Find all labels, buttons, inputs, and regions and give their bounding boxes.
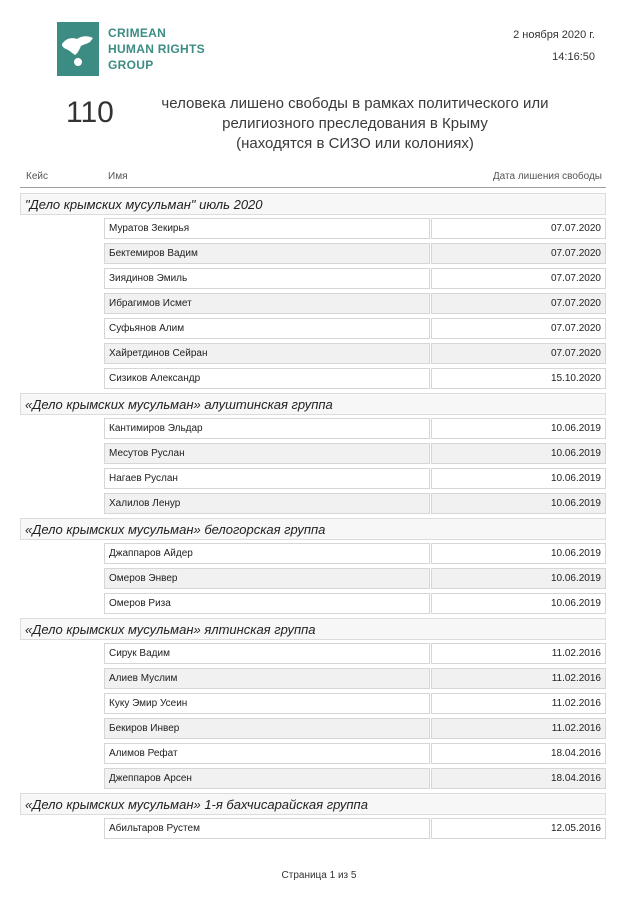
summary-line-3: (находятся в СИЗО или колониях) bbox=[236, 135, 474, 152]
person-name: Сизиков Александр bbox=[104, 368, 430, 389]
case-group-title: «Дело крымских мусульман» ялтинская группа bbox=[20, 618, 606, 640]
person-name: Куку Эмир Усеин bbox=[104, 693, 430, 714]
report-meta bbox=[513, 24, 595, 68]
person-name: Бекиров Инвер bbox=[104, 718, 430, 739]
summary-line-1: человека лишено свободы в рамках политического или bbox=[161, 95, 549, 112]
person-name: Джаппаров Айдер bbox=[104, 543, 430, 564]
case-group-title: «Дело крымских мусульман» алуштинская группа bbox=[20, 393, 606, 415]
table-row bbox=[20, 816, 606, 841]
person-name: Омеров Риза bbox=[104, 593, 430, 614]
detention-date: 10.06.2019 bbox=[431, 443, 606, 464]
person-name: Джеппаров Арсен bbox=[104, 768, 430, 789]
detention-date: 18.04.2016 bbox=[431, 768, 606, 789]
table-row bbox=[20, 641, 606, 666]
detention-date: 15.10.2020 bbox=[431, 368, 606, 389]
table-row bbox=[20, 291, 606, 316]
table-row bbox=[20, 441, 606, 466]
detention-date: 07.07.2020 bbox=[431, 343, 606, 364]
detention-date: 10.06.2019 bbox=[431, 493, 606, 514]
detention-date: 11.02.2016 bbox=[431, 693, 606, 714]
case-group-title: "Дело крымских мусульман" июль 2020 bbox=[20, 193, 606, 215]
person-name: Нагаев Руслан bbox=[104, 468, 430, 489]
table-header bbox=[20, 165, 606, 188]
report-time: 14:16:50 bbox=[552, 51, 595, 63]
table-row bbox=[20, 366, 606, 391]
person-name: Омеров Энвер bbox=[104, 568, 430, 589]
person-name: Абильтаров Рустем bbox=[104, 818, 430, 839]
table-row bbox=[20, 566, 606, 591]
detention-date: 12.05.2016 bbox=[431, 818, 606, 839]
column-date: Дата лишения свободы bbox=[492, 171, 602, 182]
logo-line-2: HUMAN RIGHTS bbox=[108, 42, 205, 56]
summary-text bbox=[140, 94, 570, 154]
detention-date: 11.02.2016 bbox=[431, 668, 606, 689]
detention-date: 11.02.2016 bbox=[431, 643, 606, 664]
table-row bbox=[20, 716, 606, 741]
person-name: Муратов Зекирья bbox=[104, 218, 430, 239]
detention-date: 10.06.2019 bbox=[431, 418, 606, 439]
logo-line-1: CRIMEAN bbox=[108, 26, 167, 40]
table-row bbox=[20, 766, 606, 791]
table-row bbox=[20, 741, 606, 766]
summary-line-2: религиозного преследования в Крыму bbox=[222, 115, 488, 132]
report-date: 2 ноября 2020 г. bbox=[513, 29, 595, 41]
table-row bbox=[20, 216, 606, 241]
person-name: Хайретдинов Сейран bbox=[104, 343, 430, 364]
page-number: Страница 1 из 5 bbox=[281, 870, 357, 881]
table-row bbox=[20, 466, 606, 491]
person-name: Месутов Руслан bbox=[104, 443, 430, 464]
table-row bbox=[20, 491, 606, 516]
detention-date: 07.07.2020 bbox=[431, 318, 606, 339]
detention-date: 11.02.2016 bbox=[431, 718, 606, 739]
person-name: Кантимиров Эльдар bbox=[104, 418, 430, 439]
organization-logo bbox=[57, 22, 205, 76]
table-row bbox=[20, 666, 606, 691]
column-name: Имя bbox=[108, 171, 128, 182]
table-row bbox=[20, 691, 606, 716]
detention-date: 07.07.2020 bbox=[431, 268, 606, 289]
detention-date: 10.06.2019 bbox=[431, 468, 606, 489]
prisoner-count: 110 bbox=[66, 96, 114, 129]
detention-date: 07.07.2020 bbox=[431, 243, 606, 264]
detention-date: 10.06.2019 bbox=[431, 543, 606, 564]
case-group-title: «Дело крымских мусульман» 1-я бахчисарайская группа bbox=[20, 793, 606, 815]
detention-date: 07.07.2020 bbox=[431, 293, 606, 314]
table-body bbox=[20, 191, 606, 841]
person-name: Ибрагимов Исмет bbox=[104, 293, 430, 314]
person-name: Суфьянов Алим bbox=[104, 318, 430, 339]
table-row bbox=[20, 241, 606, 266]
person-name: Халилов Ленур bbox=[104, 493, 430, 514]
detention-date: 10.06.2019 bbox=[431, 593, 606, 614]
table-row bbox=[20, 541, 606, 566]
person-name: Зиядинов Эмиль bbox=[104, 268, 430, 289]
table-row bbox=[20, 341, 606, 366]
detention-date: 07.07.2020 bbox=[431, 218, 606, 239]
table-row bbox=[20, 316, 606, 341]
person-name: Бектемиров Вадим bbox=[104, 243, 430, 264]
person-name: Сирук Вадим bbox=[104, 643, 430, 664]
table-row bbox=[20, 591, 606, 616]
detention-date: 18.04.2016 bbox=[431, 743, 606, 764]
person-name: Алиев Муслим bbox=[104, 668, 430, 689]
detention-date: 10.06.2019 bbox=[431, 568, 606, 589]
column-case: Кейс bbox=[26, 171, 48, 182]
crimea-map-icon bbox=[57, 22, 99, 76]
table-row bbox=[20, 416, 606, 441]
person-name: Алимов Рефат bbox=[104, 743, 430, 764]
logo-line-3: GROUP bbox=[108, 58, 154, 72]
case-group-title: «Дело крымских мусульман» белогорская группа bbox=[20, 518, 606, 540]
table-row bbox=[20, 266, 606, 291]
